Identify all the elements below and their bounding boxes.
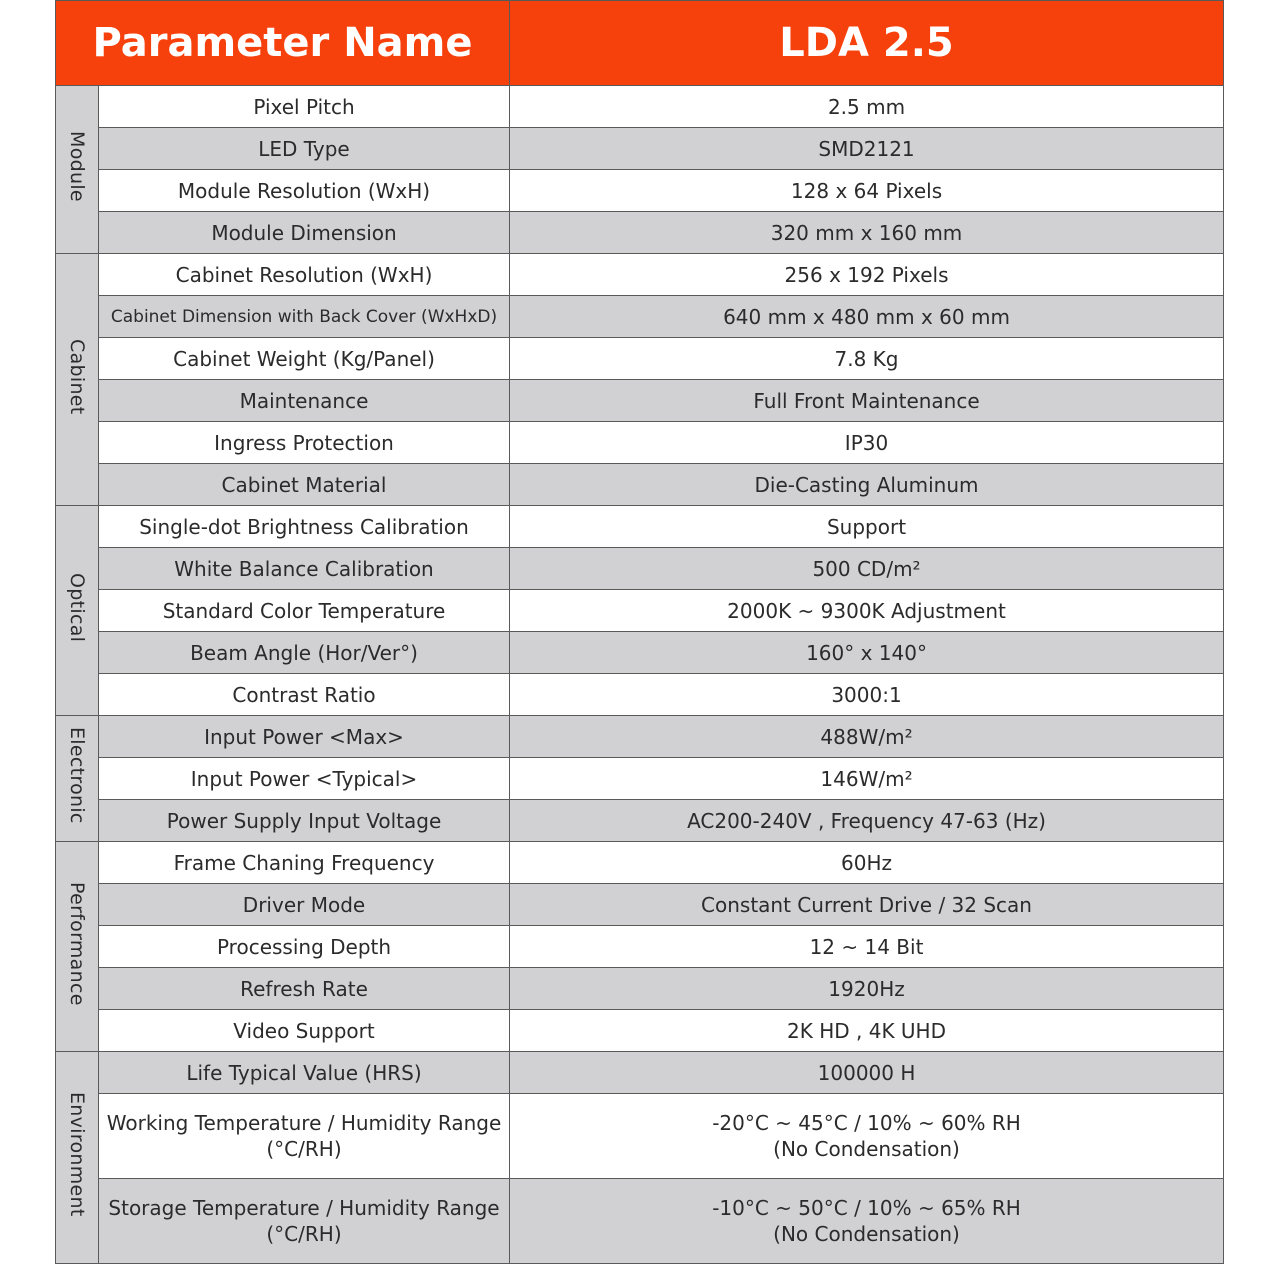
value-cell: 2.5 mm	[510, 86, 1224, 128]
param-cell: Cabinet Weight (Kg/Panel)	[99, 338, 510, 380]
table-row	[56, 1010, 1224, 1052]
param-cell: Frame Chaning Frequency	[99, 842, 510, 884]
param-name-header: Parameter Name	[56, 1, 510, 86]
section-label: Electronic	[66, 727, 88, 824]
value-cell: 2K HD , 4K UHD	[510, 1010, 1224, 1052]
param-cell: Beam Angle (Hor/Ver°)	[99, 632, 510, 674]
value-line: -10°C ~ 50°C / 10% ~ 65% RH	[712, 1196, 1021, 1220]
param-cell: Video Support	[99, 1010, 510, 1052]
param-line: Storage Temperature / Humidity Range	[108, 1196, 500, 1220]
table-row	[56, 86, 1224, 128]
value-cell: 7.8 Kg	[510, 338, 1224, 380]
value-cell: 1920Hz	[510, 968, 1224, 1010]
param-line: (°C/RH)	[266, 1137, 342, 1161]
table-row	[56, 758, 1224, 800]
table-row	[56, 506, 1224, 548]
value-cell: 12 ~ 14 Bit	[510, 926, 1224, 968]
param-cell: Cabinet Resolution (WxH)	[99, 254, 510, 296]
value-cell: IP30	[510, 422, 1224, 464]
value-line: (No Condensation)	[773, 1137, 960, 1161]
table-row	[56, 1052, 1224, 1094]
table-row	[56, 338, 1224, 380]
value-cell: 128 x 64 Pixels	[510, 170, 1224, 212]
param-cell: Power Supply Input Voltage	[99, 800, 510, 842]
section-cabinet	[56, 254, 99, 506]
param-cell: Ingress Protection	[99, 422, 510, 464]
spec-table	[55, 0, 1224, 1264]
table-row	[56, 800, 1224, 842]
value-line: (No Condensation)	[773, 1222, 960, 1246]
table-row	[56, 1179, 1224, 1264]
param-cell: Input Power <Max>	[99, 716, 510, 758]
param-line: (°C/RH)	[266, 1222, 342, 1246]
table-row	[56, 422, 1224, 464]
value-cell: 146W/m²	[510, 758, 1224, 800]
value-cell: AC200-240V , Frequency 47-63 (Hz)	[510, 800, 1224, 842]
value-cell: 256 x 192 Pixels	[510, 254, 1224, 296]
value-cell: 640 mm x 480 mm x 60 mm	[510, 296, 1224, 338]
value-cell: Die-Casting Aluminum	[510, 464, 1224, 506]
param-cell: Refresh Rate	[99, 968, 510, 1010]
section-label: Cabinet	[66, 338, 88, 415]
model-header: LDA 2.5	[510, 1, 1224, 86]
value-cell	[510, 1094, 1224, 1179]
param-cell: Module Resolution (WxH)	[99, 170, 510, 212]
value-cell: 100000 H	[510, 1052, 1224, 1094]
param-line: Working Temperature / Humidity Range	[106, 1111, 502, 1135]
param-cell: Module Dimension	[99, 212, 510, 254]
section-label: Module	[66, 131, 88, 202]
table-row	[56, 632, 1224, 674]
section-optical	[56, 506, 99, 716]
table-row	[56, 212, 1224, 254]
section-performance	[56, 842, 99, 1052]
header-row	[56, 1, 1224, 86]
param-cell: LED Type	[99, 128, 510, 170]
table-row	[56, 128, 1224, 170]
value-cell: Support	[510, 506, 1224, 548]
table-row	[56, 926, 1224, 968]
param-cell: Driver Mode	[99, 884, 510, 926]
value-cell: Full Front Maintenance	[510, 380, 1224, 422]
value-line: -20°C ~ 45°C / 10% ~ 60% RH	[712, 1111, 1021, 1135]
table-row	[56, 590, 1224, 632]
table-row	[56, 254, 1224, 296]
table-row	[56, 674, 1224, 716]
section-environment	[56, 1052, 99, 1264]
table-row	[56, 464, 1224, 506]
table-row	[56, 296, 1224, 338]
param-cell: Pixel Pitch	[99, 86, 510, 128]
param-cell: Contrast Ratio	[99, 674, 510, 716]
value-cell: 500 CD/m²	[510, 548, 1224, 590]
value-cell: 60Hz	[510, 842, 1224, 884]
section-module	[56, 86, 99, 254]
table-row	[56, 716, 1224, 758]
table-row	[56, 884, 1224, 926]
param-cell: Single-dot Brightness Calibration	[99, 506, 510, 548]
table-row	[56, 968, 1224, 1010]
table-row	[56, 380, 1224, 422]
table-row	[56, 1094, 1224, 1179]
section-label: Optical	[66, 572, 88, 643]
table-row	[56, 548, 1224, 590]
section-label: Environment	[66, 1092, 88, 1217]
section-label: Performance	[66, 881, 88, 1006]
value-cell: 3000:1	[510, 674, 1224, 716]
param-cell	[99, 1094, 510, 1179]
table-row	[56, 842, 1224, 884]
value-cell: SMD2121	[510, 128, 1224, 170]
param-cell: White Balance Calibration	[99, 548, 510, 590]
param-cell: Input Power <Typical>	[99, 758, 510, 800]
value-cell: 320 mm x 160 mm	[510, 212, 1224, 254]
param-cell	[99, 1179, 510, 1264]
value-cell: 160° x 140°	[510, 632, 1224, 674]
value-cell: Constant Current Drive / 32 Scan	[510, 884, 1224, 926]
param-cell: Processing Depth	[99, 926, 510, 968]
param-cell: Standard Color Temperature	[99, 590, 510, 632]
param-cell: Cabinet Dimension with Back Cover (WxHxD)	[99, 296, 510, 338]
section-electronic	[56, 716, 99, 842]
value-cell: 488W/m²	[510, 716, 1224, 758]
param-cell: Cabinet Material	[99, 464, 510, 506]
param-cell: Maintenance	[99, 380, 510, 422]
value-cell: 2000K ~ 9300K Adjustment	[510, 590, 1224, 632]
table-row	[56, 170, 1224, 212]
value-cell	[510, 1179, 1224, 1264]
param-cell: Life Typical Value (HRS)	[99, 1052, 510, 1094]
